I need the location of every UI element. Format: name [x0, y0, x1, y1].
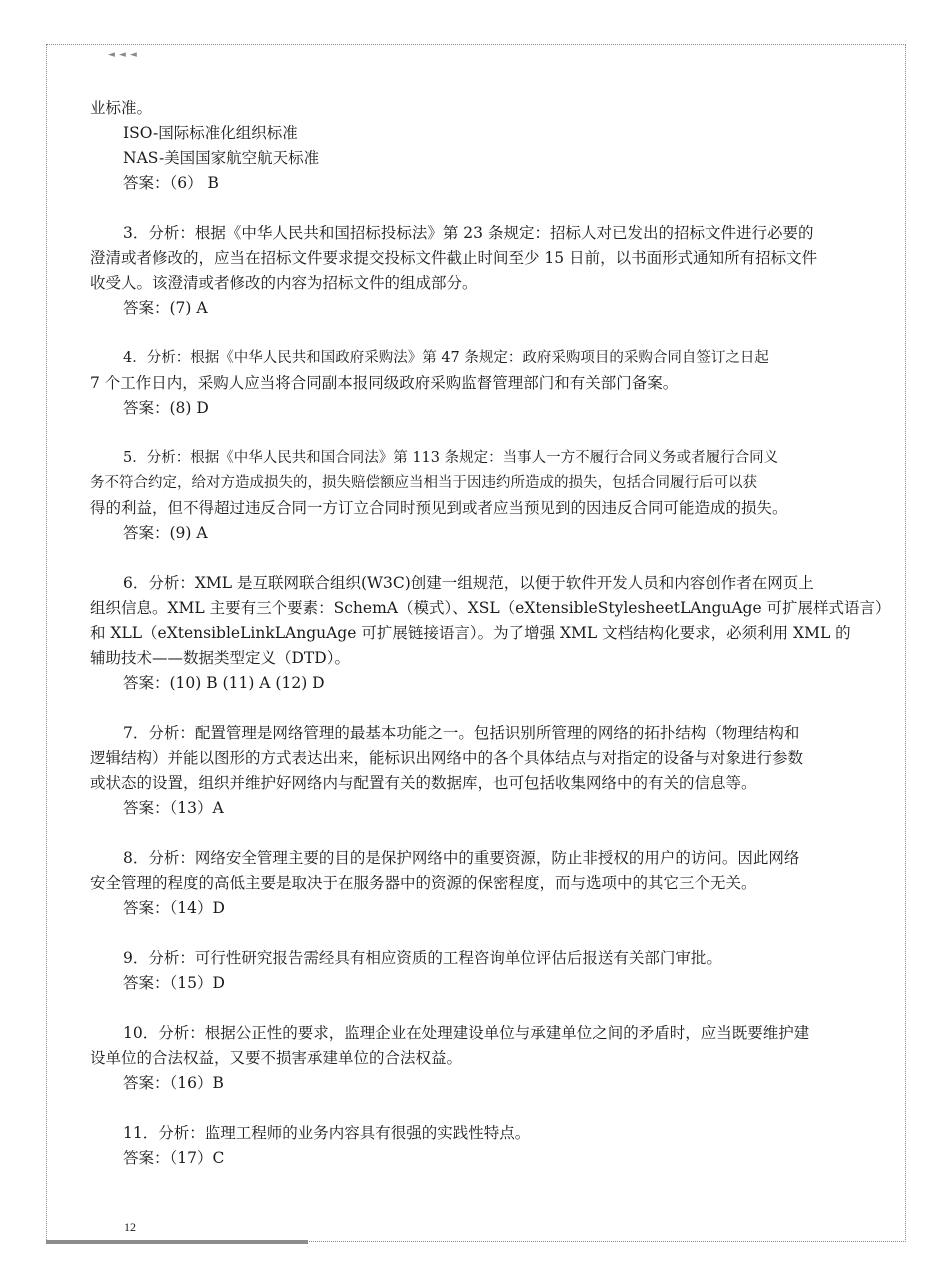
text-line: 收受人。该澄清或者修改的内容为招标文件的组成部分。 — [90, 274, 478, 292]
text-line: 10．分析：根据公正性的要求，监理企业在处理建设单位与承建单位之间的矛盾时，应当既要维护建 — [123, 1024, 810, 1042]
text-line: 澄清或者修改的，应当在招标文件要求提交投标文件截止时间至少 15 日前，以书面形式通知所有招标文件 — [90, 249, 818, 267]
paragraph-gap — [90, 921, 908, 946]
text-line: 7．分析：配置管理是网络管理的最基本功能之一。包括识别所管理的网络的拓扑结构（物理结构和 — [123, 724, 800, 742]
text-line: ISO-国际标准化组织标准 — [123, 124, 298, 142]
text-line: 答案：(9) A — [123, 524, 208, 542]
paragraph-gap — [90, 546, 908, 571]
text-line: 5．分析：根据《中华人民共和国合同法》第 113 条规定：当事人一方不履行合同义务或者履行合同义 — [123, 450, 779, 466]
text-line: NAS-美国国家航空航天标准 — [123, 149, 320, 167]
text-line: 和 XLL（eXtensibleLinkLAnguAge 可扩展链接语言）。为了增强 XML 文档结构化要求，必须利用 XML 的 — [90, 624, 851, 642]
text-line: 6．分析：XML 是互联网联合组织(W3C)创建一组规范，以便于软件开发人员和内容创作者在网页上 — [123, 574, 814, 592]
document-body — [90, 96, 908, 1171]
text-line: 答案：（13）A — [123, 799, 224, 817]
text-line: 务不符合约定，给对方造成损失的，损失赔偿额应当相当于因违约所造成的损失，包括合同履行后可以获 — [90, 475, 757, 491]
text-line: 11．分析：监理工程师的业务内容具有很强的实践性特点。 — [123, 1124, 531, 1142]
page-number: 12 — [124, 1220, 136, 1234]
text-line: 9．分析：可行性研究报告需经具有相应资质的工程咨询单位评估后报送有关部门审批。 — [123, 949, 722, 967]
paragraph-gap — [90, 696, 908, 721]
paragraph-gap — [90, 821, 908, 846]
paragraph-gap — [90, 321, 908, 346]
text-line: 答案：(8) D — [123, 399, 209, 417]
text-line: 安全管理的程度的高低主要是取决于在服务器中的资源的保密程度，而与选项中的其它三个无关。 — [90, 874, 757, 892]
text-line: 组织信息。XML 主要有三个要素：SchemA（模式）、XSL（eXtensibleStylesheetLAnguAge 可扩展样式语言） — [90, 599, 891, 617]
text-line: 4．分析：根据《中华人民共和国政府采购法》第 47 条规定：政府采购项目的采购合同自签订之日起 — [123, 350, 769, 366]
text-line: 答案：(7) A — [123, 299, 208, 317]
text-line: 答案：（14）D — [123, 899, 225, 917]
page-bottom-bar — [46, 1240, 308, 1244]
text-line: 8．分析：网络安全管理主要的目的是保护网络中的重要资源，防止非授权的用户的访问。因此网络 — [123, 849, 800, 867]
text-line: 答案：（17）C — [123, 1149, 225, 1167]
text-line: 或状态的设置，组织并维护好网络内与配置有关的数据库，也可包括收集网络中的有关的信息等。 — [90, 774, 757, 792]
text-line: 辅助技术——数据类型定义（DTD）。 — [90, 649, 350, 667]
text-line: 逻辑结构）并能以图形的方式表达出来，能标识出网络中的各个具体结点与对指定的设备与对象进行参数 — [90, 749, 804, 767]
paragraph-gap — [90, 196, 908, 221]
paragraph-gap — [90, 421, 908, 446]
text-line: 答案：（16）B — [123, 1074, 224, 1092]
text-line: 设单位的合法权益，又要不损害承建单位的合法权益。 — [90, 1049, 463, 1067]
paragraph-gap — [90, 1096, 908, 1121]
text-line: 3．分析：根据《中华人民共和国招标投标法》第 23 条规定：招标人对已发出的招标文件进行必要的 — [123, 224, 814, 242]
text-line: 业标准。 — [90, 99, 153, 117]
text-line: 答案：（15）D — [123, 974, 225, 992]
text-line: 7 个工作日内，采购人应当将合同副本报同级政府采购监督管理部门和有关部门备案。 — [90, 374, 679, 392]
text-line: 得的利益，但不得超过违反合同一方订立合同时预见到或者应当预见到的因违反合同可能造成的损失。 — [90, 499, 788, 517]
nav-back-arrows-icon[interactable]: ◄◄◄ — [108, 50, 141, 60]
text-line: 答案：（6） B — [123, 174, 219, 192]
text-line: 答案：(10) B (11) A (12) D — [123, 674, 325, 692]
paragraph-gap — [90, 996, 908, 1021]
